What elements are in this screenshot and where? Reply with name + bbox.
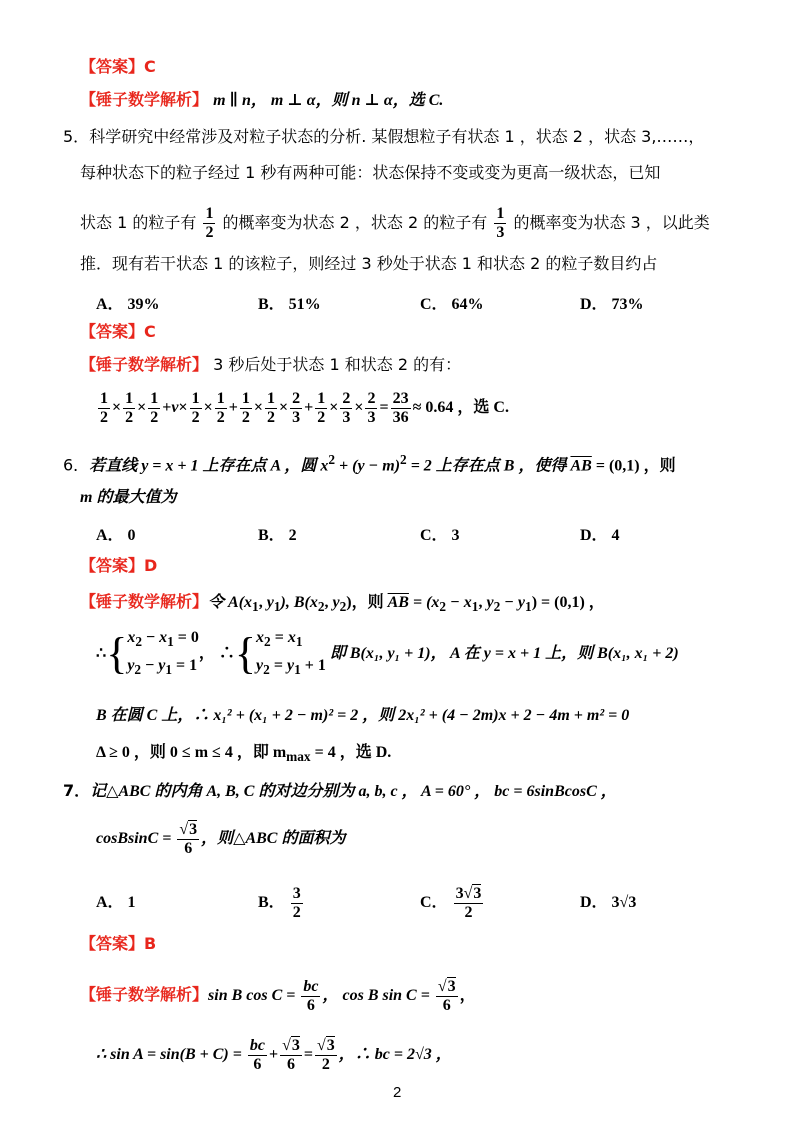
- subscript-max: max: [286, 749, 311, 765]
- question-number: 5．: [63, 127, 90, 146]
- an-text: = (x: [408, 594, 440, 611]
- q7-analysis-line1: 【锤子数学解析】sin B cos C = $\frac{bc}{6}$ ， cos B sin C = $\frac{√3}{6}$ ，: [80, 977, 476, 1014]
- question-number: 7．: [63, 781, 91, 800]
- q7-text: 记△ABC 的内角 A, B, C 的对边分别为 a, b, c ， A = 60° ， bc = 6sinBcosC ，: [90, 783, 617, 800]
- q6-text: + (y − m): [335, 457, 401, 475]
- page-number: 2: [393, 1084, 402, 1101]
- q4-analysis-line: [80, 90, 443, 111]
- an-text: − y: [500, 594, 526, 611]
- an-text: ∴ sin A = sin(B + C) =: [96, 1046, 246, 1063]
- q6-text: = (0,1) ，则: [591, 457, 676, 475]
- q7-line1: [63, 781, 617, 802]
- answer-value: C: [144, 322, 156, 341]
- an-text: 令 A(x: [208, 594, 253, 611]
- analysis-tag: 【锤子数学解析】: [80, 985, 209, 1004]
- q7-text: ，则△ABC 的面积为: [201, 830, 346, 847]
- an-text: Δ ≥ 0 ，则 0 ≤ m ≤ 4 ，即 m: [96, 744, 287, 761]
- q6-line2: m 的最大值为: [80, 489, 177, 506]
- answer-tag: 【答案】: [80, 556, 145, 575]
- analysis-tag: 【锤子数学解析】: [80, 592, 209, 611]
- q7-answer-line: [80, 934, 156, 954]
- q5-analysis-line: [80, 355, 461, 375]
- q5-line2: 每种状态下的粒子经过 1 秒有两种可能：状态保持不变或变为更高一级状态，已知: [80, 163, 661, 182]
- an-text: ， cos B sin C =: [322, 987, 434, 1004]
- option-c: C． 64%: [420, 296, 484, 313]
- an-text: ), B(x: [280, 594, 318, 611]
- q5-line3-part: 的概率变为状态 2 ，状态 2 的粒子有: [222, 213, 488, 232]
- question-text: 科学研究中经常涉及对粒子状态的分析. 某假想粒子有状态 1 ，状态 2 ，状态 3,……，: [89, 127, 705, 146]
- option-a: A． 0: [96, 527, 136, 544]
- option-c: C． 3: [420, 527, 460, 544]
- q6-text: 若直线 y = x + 1 上存在点 A ，圆 x: [89, 457, 329, 475]
- q7-line2: cosBsinC = $\frac{√3}{6}$ ，则△ABC 的面积为: [96, 820, 346, 857]
- q5-calc-line: $\frac{1}{2}$ × $\frac{1}{2}$ × $\frac{1}{2}$ +ν× $\frac{1}{2}$ × $\frac{1}{2}$ + $\frac{1}{2}$ × $\frac{1}{2}$ × $\frac{2}{3}$ + $\frac{1}{2}$ × $\frac{2}{3}$ × $\frac{2}{3}$ = $\frac{23}{36}$ ≈ 0.64 ，选 C.: [100, 389, 509, 426]
- q7-text: cosBsinC =: [96, 830, 176, 847]
- an-text: − x: [446, 594, 472, 611]
- analysis-tag: 【锤子数学解析】: [80, 90, 209, 109]
- q5-line4: 推．现有若干状态 1 的该粒子，则经过 3 秒处于状态 1 和状态 2 的粒子数目约占: [80, 254, 658, 273]
- option-d: D． 3√3: [580, 894, 637, 911]
- analysis-text: 3 秒后处于状态 1 和状态 2 的有：: [213, 355, 462, 374]
- answer-value: C: [144, 57, 156, 76]
- option-d: D． 73%: [580, 296, 644, 313]
- q6-analysis-line2: $\therefore\{x_2 - x_1 = 0$ $y_2 - y_1 = 1$， $\therefore\{x_2 = x_1$ $y_2 = y_1 + 1$ 即 B(x₁, y₁ + 1)， A 在 y = x + 1 上，则 B(x₁, x₁ + 2): [96, 629, 679, 679]
- an-text: = 4 ，选 D.: [310, 744, 392, 761]
- q6-line1: 6．若直线 y = x + 1 上存在点 A ，圆 $x^2 + (y - m)^2 = 2$ 上存在点 B ，使得 $\overline{AB} = (0,1)$ ，则: [63, 452, 676, 475]
- q5-line3-part: 的概率变为状态 3 ，以此类: [513, 213, 710, 232]
- answer-value: B: [144, 934, 157, 953]
- option-d: D． 4: [580, 527, 620, 544]
- q5-line3: [80, 200, 710, 246]
- fraction-half: $\frac{1}{2}$: [205, 205, 214, 241]
- option-b: B． 2: [258, 527, 297, 544]
- q6-answer-line: [80, 556, 157, 576]
- q5-answer-line: [80, 322, 156, 342]
- option-a: A． 39%: [96, 296, 160, 313]
- answer-tag: 【答案】: [80, 934, 145, 953]
- option-c: C． $\frac{3√3}{2}$: [420, 884, 482, 921]
- q4-answer-line: [80, 57, 156, 77]
- option-b: B． $\frac{3}{2}$: [258, 884, 301, 921]
- fraction-third: $\frac{1}{3}$: [496, 205, 505, 241]
- q6-analysis-line3: B 在圆 C 上，∴ x₁² + (x₁ + 2 − m)² = 2 ，则 2x₁² + (4 − 2m)x + 2 − 4m + m² = 0: [96, 707, 630, 724]
- q7-analysis-line2: ∴ sin A = sin(B + C) = $\frac{bc}{6}$ + $\frac{√3}{6}$ = $\frac{√3}{2}$ ，∴ bc = 2√3 ，: [96, 1036, 452, 1073]
- option-label: B．: [258, 894, 285, 911]
- answer-tag: 【答案】: [80, 57, 145, 76]
- option-label: C．: [420, 894, 448, 911]
- q6-text: = 2 上存在点 B ，使得: [406, 457, 571, 475]
- an-text: ，∴ bc = 2√3 ，: [338, 1046, 452, 1063]
- answer-value: D: [144, 556, 158, 575]
- q6-analysis-line4: [96, 743, 391, 767]
- question-number: 6．: [63, 455, 90, 475]
- q6-analysis-line1: 【锤子数学解析】令 $A(x_1$, $y_1$), $B(x_2$, $y_2$)，则 $\overline{AB} = (x_2 - x_1$, $y_2 - y_1) = (0,1)$ ，: [80, 592, 605, 615]
- an-text: ，: [459, 987, 476, 1004]
- analysis-text: m ∥ n， m ⊥ α，则 n ⊥ α，选 C.: [213, 92, 444, 109]
- option-a: A． 1: [96, 894, 136, 911]
- result-text: ≈ 0.64 ，选 C.: [412, 399, 509, 416]
- an-text: ) = (0,1) ，: [531, 594, 605, 611]
- an-text: sin B cos C =: [208, 987, 300, 1004]
- option-b: B． 51%: [258, 296, 321, 313]
- q5-line1: [63, 127, 704, 147]
- vector-ab: $\overline{AB}$: [570, 457, 592, 475]
- analysis-tag: 【锤子数学解析】: [80, 355, 209, 374]
- q5-line3-part: 状态 1 的粒子有: [80, 213, 197, 232]
- an-text: 即 B(x₁, y₁ + 1)， A 在 y = x + 1 上，则 B(x₁, x₁ + 2): [329, 644, 679, 662]
- answer-tag: 【答案】: [80, 322, 145, 341]
- an-text: )，则: [346, 594, 388, 611]
